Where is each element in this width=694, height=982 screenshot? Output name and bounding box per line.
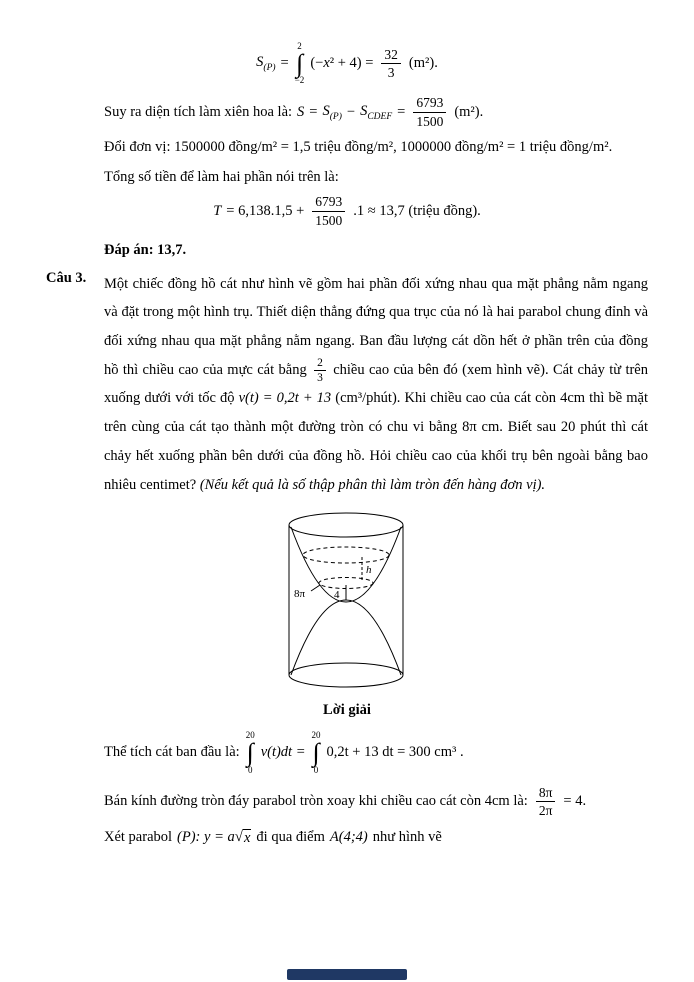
- question-3-body: [104, 270, 648, 500]
- var-x: x: [323, 55, 330, 72]
- denominator: 1500: [416, 113, 444, 129]
- subscript-cdef: CDEF: [367, 111, 393, 122]
- parabola-end-text: như hình vẽ: [372, 829, 442, 846]
- solution-volume-line: [104, 731, 648, 774]
- parabola-equation: [177, 829, 251, 847]
- parabola-eq-open: (P): y = a: [177, 828, 235, 845]
- integral-sign: ∫: [312, 738, 320, 768]
- question-text-4: Biết sau 20 phút thì cát chảy hết xuống phần bên dưới của đồng hồ. Hỏi chiều cao của khối trụ bên ngoài bằng bao nhiêu centimet?: [104, 419, 648, 493]
- sqrt-icon: √: [234, 828, 243, 845]
- label-circumference: 8π: [294, 588, 306, 601]
- solution-heading: Lời giải: [323, 702, 371, 719]
- integral-upper-limit: 20: [245, 730, 255, 741]
- equals-sign: =: [309, 103, 318, 120]
- fraction-6793-1500: [312, 194, 345, 228]
- hourglass-svg: [261, 507, 433, 693]
- hourglass-figure: [46, 507, 648, 698]
- parabola-text: Xét parabol: [104, 829, 173, 846]
- parabola-mid-text: đi qua điểm: [256, 829, 325, 846]
- cylinder-bottom-ellipse: [289, 663, 403, 687]
- formula-parabola-area: [46, 42, 648, 85]
- sand-surface-ellipse: [303, 547, 389, 563]
- integral: [295, 42, 305, 85]
- integrand-rest: ² + 4) =: [329, 55, 374, 72]
- var-t: T: [213, 202, 222, 219]
- term-s-cdef: [360, 103, 392, 122]
- line-area-result: [104, 95, 648, 129]
- label-four: 4: [334, 589, 340, 602]
- line-total-cost-intro: Tổng số tiền để làm hai phần nói trên là:: [104, 168, 339, 185]
- integral-upper-limit: 20: [311, 730, 321, 741]
- denominator: 2π: [538, 803, 553, 819]
- line-area-text: Suy ra diện tích làm xiên hoa là:: [104, 103, 293, 120]
- volume-text: Thể tích cát ban đầu là:: [104, 744, 240, 761]
- integral-lower-limit: 0: [247, 764, 253, 775]
- integrand-v: v(t)dt =: [260, 744, 306, 761]
- radius-result: = 4.: [563, 793, 587, 810]
- circumference-leader-line: [311, 585, 320, 591]
- minus-sign: −: [346, 103, 356, 120]
- rounding-note: (Nếu kết quả là số thập phân thì làm tròn đến hàng đơn vị).: [199, 476, 546, 493]
- line-unit-conversion: Đổi đơn vị: 1500000 đồng/m² = 1,5 triệu đồng/m², 1000000 đồng/m² = 1 triệu đồng/m².: [104, 139, 613, 156]
- numerator: 6793: [413, 95, 446, 113]
- question-3-label: Câu 3.: [46, 269, 87, 286]
- denominator: 1500: [315, 212, 343, 228]
- question-text-1: Một chiếc đồng hồ cát như hình vẽ gồm hai phần đối xứng nhau qua mặt phẳng nằm ngang và đặt trong một hình trụ. Thiết diện thẳng đứng qua trục của nó là hai parabol chung đỉnh và đối xứng nhau qua mặt phẳng nằm ngang. Ban đầu lượng cát dồn hết ở phần trên của đồng hồ thì chiều cao của mực cát bằng: [104, 275, 648, 378]
- question-3: [46, 270, 648, 500]
- equals-sign: =: [397, 103, 406, 120]
- var-s: S: [360, 102, 368, 119]
- formula-total-cost: [46, 194, 648, 228]
- hourglass-lower-parabola: [291, 600, 401, 675]
- solution-radius-line: [104, 785, 648, 819]
- fraction-2-3: [314, 357, 326, 384]
- integral: [246, 731, 255, 774]
- term-s-p: [322, 103, 341, 122]
- term-s-p: [256, 54, 275, 73]
- denominator: 3: [387, 65, 395, 81]
- sqrt-term: [235, 829, 252, 847]
- var-s: S: [256, 54, 264, 71]
- fraction-6793-1500: [413, 95, 446, 129]
- integrand: [310, 55, 373, 72]
- integral-lower-limit: −2: [294, 75, 305, 86]
- circumference-value: 8π cm.: [462, 419, 503, 436]
- velocity-formula: v(t) = 0,2t + 13: [238, 390, 332, 407]
- point-a: A(4;4): [329, 829, 368, 846]
- formula-total-body: = 6,138.1,5 +: [226, 202, 305, 219]
- cylinder-top-ellipse: [289, 513, 403, 537]
- radius-text: Bán kính đường tròn đáy parabol tròn xoay khi chiều cao cát còn 4cm là:: [104, 793, 528, 810]
- radicand-x: x: [243, 829, 251, 846]
- formula-total-tail: .1 ≈ 13,7 (triệu đồng).: [353, 202, 481, 219]
- numerator: 2: [314, 357, 326, 371]
- equals-sign: =: [280, 55, 289, 72]
- answer-line: Đáp án: 13,7.: [104, 242, 187, 259]
- integral-sign: ∫: [246, 738, 254, 768]
- denominator: 3: [317, 371, 323, 384]
- fraction-32-3: [381, 47, 401, 81]
- integral-upper-limit: 2: [297, 41, 302, 51]
- integrand-expanded: 0,2t + 13 dt = 300 cm³ .: [326, 744, 464, 761]
- integral-sign: ∫: [295, 49, 304, 78]
- numerator: 8π: [536, 785, 556, 803]
- subscript-p: (P): [329, 111, 342, 122]
- solution-parabola-line: [104, 829, 648, 847]
- subscript-p: (P): [263, 63, 276, 74]
- numerator: 6793: [312, 194, 345, 212]
- var-s-total: S: [297, 103, 305, 120]
- bottom-bar: [287, 969, 407, 980]
- integral-lower-limit: 0: [313, 764, 319, 775]
- question-text-2: chiều cao của bên đó (xem hình vẽ). Cát chảy từ trên xuống dưới với tốc độ: [104, 361, 648, 407]
- integrand-open: (−: [310, 55, 324, 72]
- integral: [312, 731, 321, 774]
- label-h: h: [366, 564, 372, 577]
- unit-m2: (m²).: [408, 55, 438, 72]
- question-text-3: (cm³/phút). Khi chiều cao của cát còn 4cm thì bề mặt trên cùng của cát tạo thành một đường tròn có chu vi bằng: [104, 390, 648, 436]
- unit-m2: (m²).: [454, 103, 484, 120]
- var-s: S: [322, 102, 330, 119]
- numerator: 32: [381, 47, 401, 65]
- fraction-8pi-2pi: [536, 785, 556, 819]
